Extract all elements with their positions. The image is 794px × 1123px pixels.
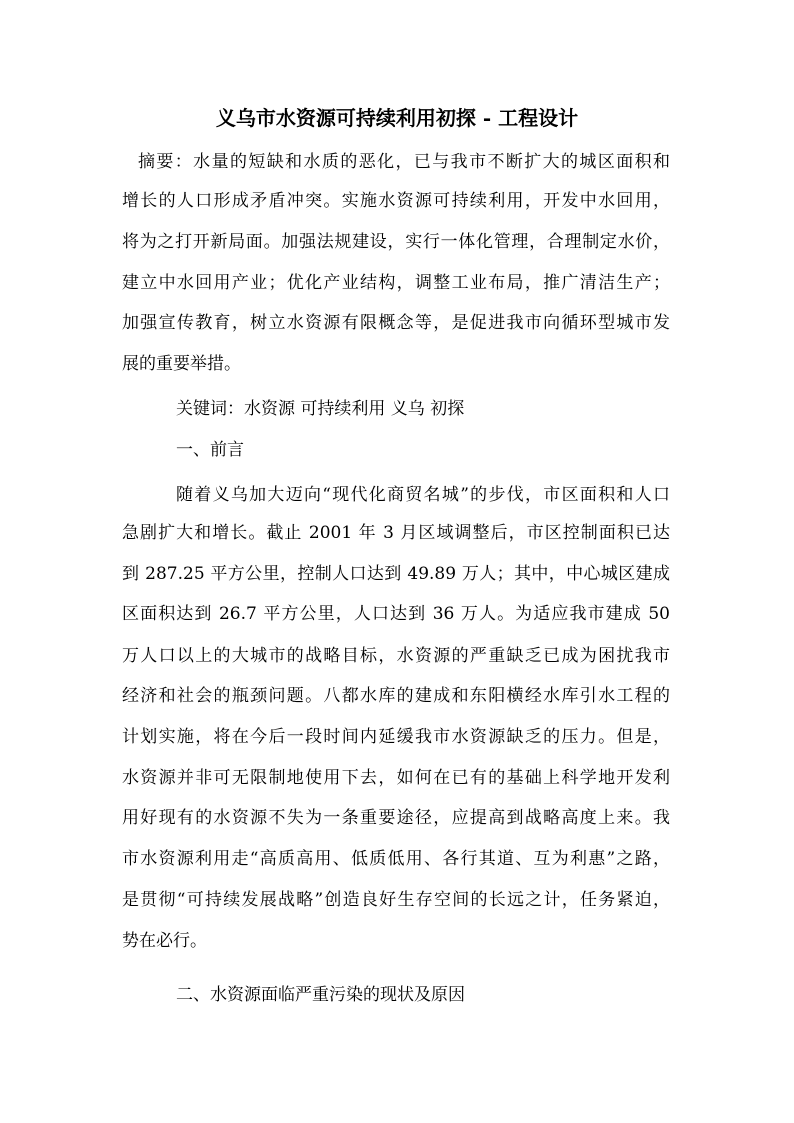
keywords: 关键词：水资源 可持续利用 义乌 初探: [176, 399, 465, 419]
body-line: 势在必行。: [122, 931, 207, 951]
body-line: 万人口以上的大城市的战略目标，水资源的严重缺乏已成为困扰我市: [122, 646, 670, 666]
body-line: 水资源并非可无限制地使用下去，如何在已有的基础上科学地开发利: [122, 768, 670, 788]
body-line: 区面积达到 26.7 平方公里，人口达到 36 万人。为适应我市建成 50: [122, 604, 670, 624]
section-heading-pollution: 二、水资源面临严重污染的现状及原因: [176, 985, 465, 1005]
abstract-line: 加强宣传教育，树立水资源有限概念等，是促进我市向循环型城市发: [122, 313, 670, 333]
body-line: 经济和社会的瓶颈问题。八都水库的建成和东阳横经水库引水工程的: [122, 686, 670, 706]
document-title: 义乌市水资源可持续利用初探 - 工程设计: [215, 106, 579, 130]
section-heading-preface: 一、前言: [176, 440, 244, 460]
abstract-line: 摘要：水量的短缺和水质的恶化，已与我市不断扩大的城区面积和: [138, 152, 670, 172]
abstract-line: 将为之打开新局面。加强法规建设，实行一体化管理，合理制定水价，: [122, 232, 670, 252]
body-line: 市水资源利用走“高质高用、低质低用、各行其道、互为利惠”之路，: [122, 849, 670, 869]
body-line: 是贯彻“可持续发展战略”创造良好生存空间的长远之计，任务紧迫，: [122, 890, 670, 910]
abstract-line: 增长的人口形成矛盾冲突。实施水资源可持续利用，开发中水回用，: [122, 191, 670, 211]
abstract-line: 展的重要举措。: [122, 354, 241, 374]
body-line: 急剧扩大和增长。截止 2001 年 3 月区域调整后，市区控制面积已达: [122, 523, 670, 543]
body-line: 用好现有的水资源不失为一条重要途径，应提高到战略高度上来。我: [122, 808, 670, 828]
body-line: 随着义乌加大迈向“现代化商贸名城”的步伐，市区面积和人口: [176, 485, 670, 505]
abstract-line: 建立中水回用产业；优化产业结构，调整工业布局，推广清洁生产；: [122, 273, 670, 293]
body-line: 到 287.25 平方公里，控制人口达到 49.89 万人；其中，中心城区建成: [122, 564, 670, 584]
body-line: 计划实施，将在今后一段时间内延缓我市水资源缺乏的压力。但是，: [122, 727, 670, 747]
